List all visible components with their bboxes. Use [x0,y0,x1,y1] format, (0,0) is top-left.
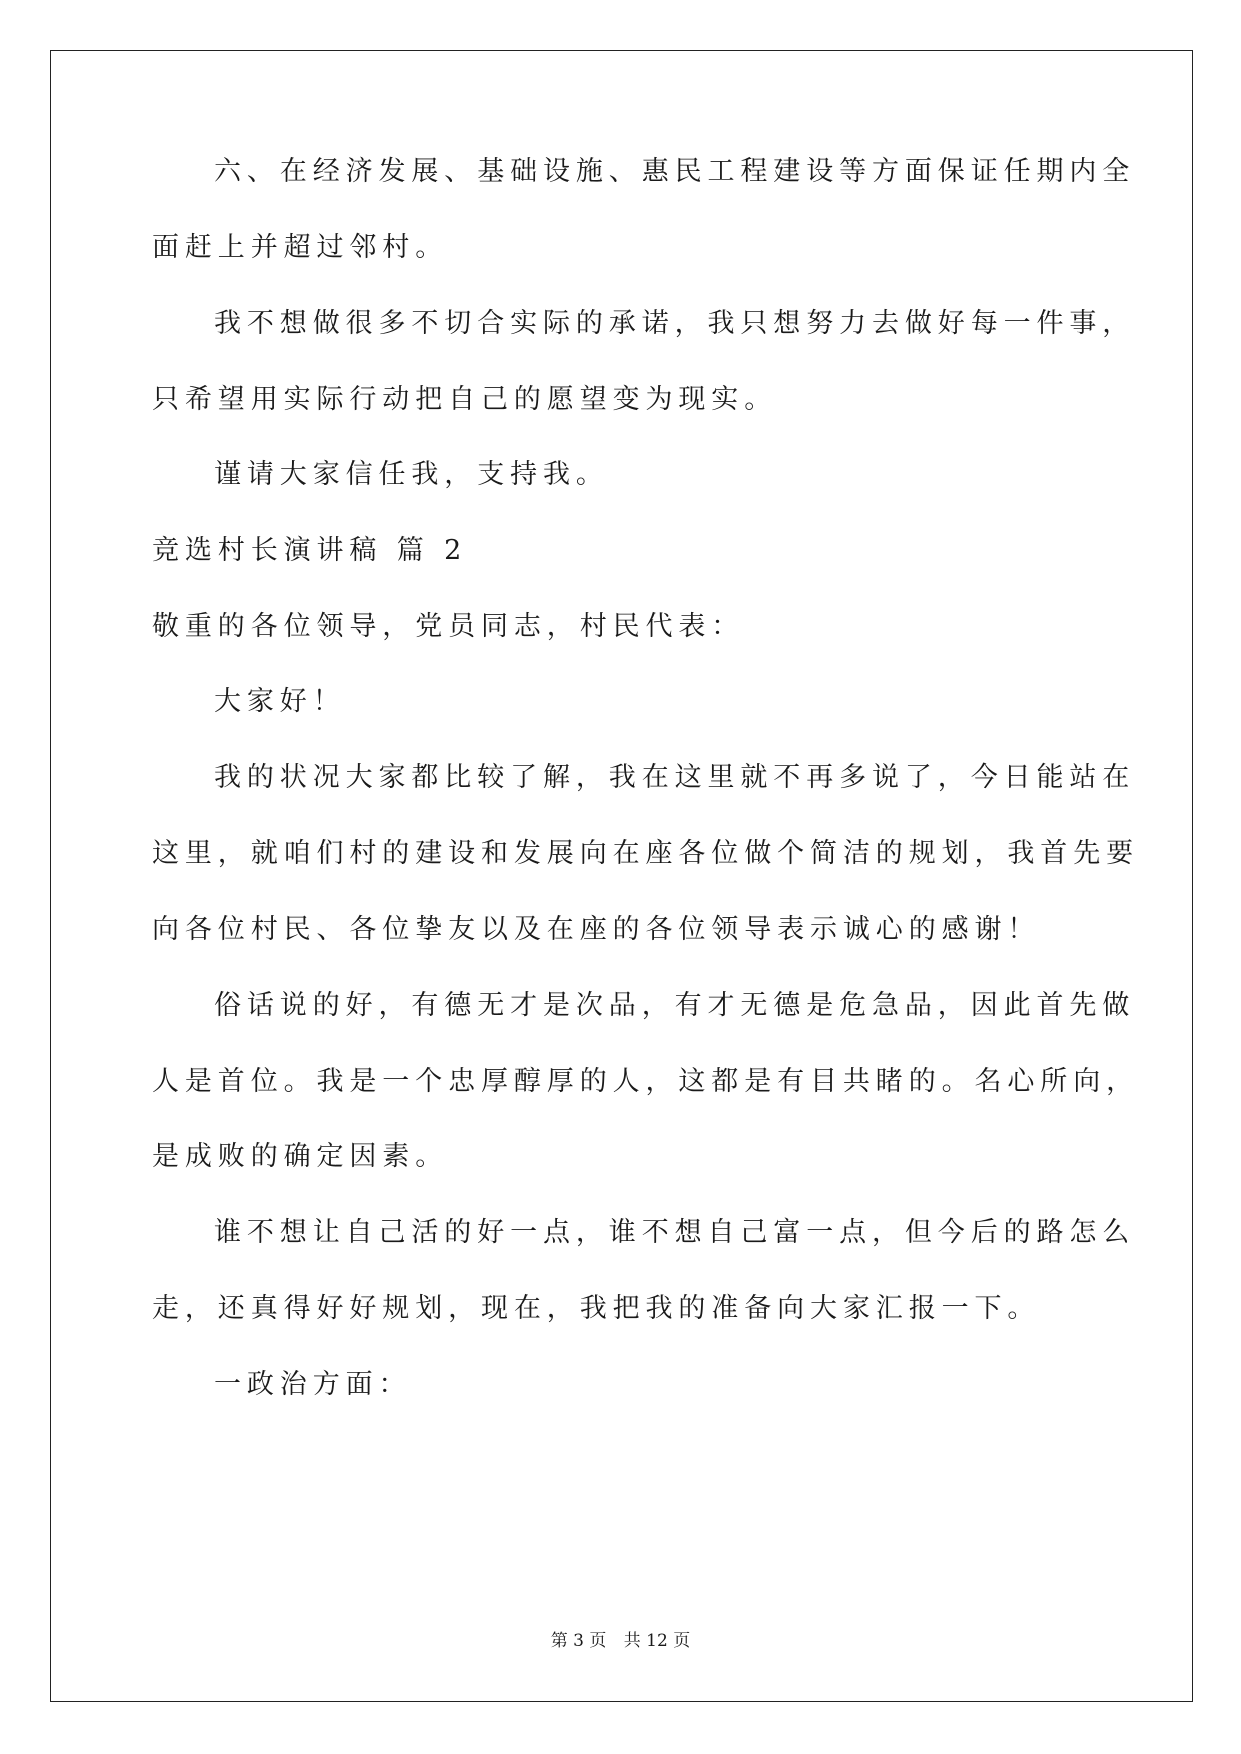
text-line: 人是首位。我是一个忠厚醇厚的人，这都是有目共睹的。名心所向， [152,1066,1139,1097]
greeting: 大家好！ [214,686,346,717]
text-line: 谁不想让自己活的好一点，谁不想自己富一点，但今后的路怎么 [214,1217,1136,1248]
text-line: 一政治方面： [214,1369,412,1400]
text-line: 向各位村民、各位挚友以及在座的各位领导表示诚心的感谢！ [152,914,1041,945]
text-line: 只希望用实际行动把自己的愿望变为现实。 [152,384,778,415]
text-line: 我不想做很多不切合实际的承诺，我只想努力去做好每一件事， [214,308,1136,339]
text-line: 俗话说的好，有德无才是次品，有才无德是危急品，因此首先做 [214,990,1136,1021]
text-line: 面赶上并超过邻村。 [152,232,449,263]
text-line: 这里，就咱们村的建设和发展向在座各位做个简洁的规划，我首先要 [152,838,1139,869]
page-total: 共 12 页 [623,1631,691,1651]
text-line: 六、在经济发展、基础设施、惠民工程建设等方面保证任期内全 [214,156,1136,187]
text-line: 是成败的确定因素。 [152,1141,449,1172]
salutation: 敬重的各位领导，党员同志，村民代表： [152,611,745,642]
page-frame [50,50,1193,1702]
section-heading: 竞选村长演讲稿 篇 2 [152,535,468,566]
page-footer [0,1633,1241,1650]
text-line: 走，还真得好好规划，现在，我把我的准备向大家汇报一下。 [152,1293,1041,1324]
text-line: 谨请大家信任我，支持我。 [214,459,609,490]
text-line: 我的状况大家都比较了解，我在这里就不再多说了，今日能站在 [214,762,1136,793]
page-number: 第 3 页 [550,1631,607,1651]
